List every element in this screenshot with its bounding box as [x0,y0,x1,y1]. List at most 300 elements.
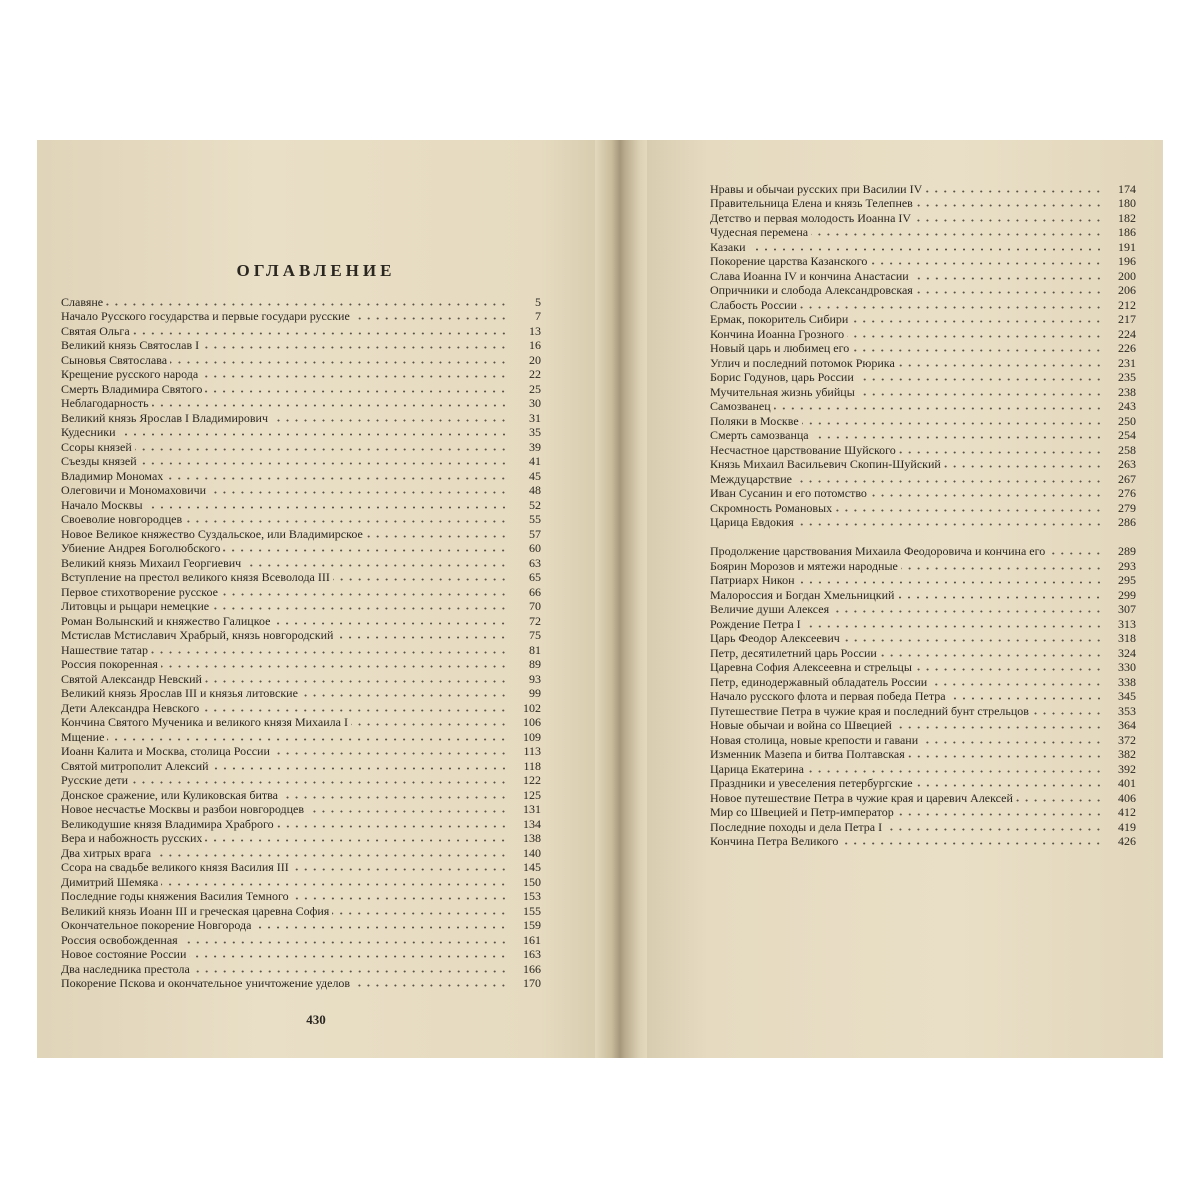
toc-entry-leader-dots [802,422,1103,425]
toc-entry-title: Слава Иоанна IV и кончина Анастасии [710,268,909,283]
toc-entry-title: Кудесники [61,425,116,439]
toc-entry-title: Новое состояние России [61,947,187,961]
toc-entry-page: 313 [1118,616,1136,631]
toc-entry-page: 60 [529,541,541,555]
toc-entry-title: Крещение русского народа [61,367,199,381]
toc-entry-title: Детство и первая молодость Иоанна IV [710,210,912,225]
toc-entry-page: 231 [1118,355,1136,370]
toc-entry [710,805,1136,820]
toc-entry-page: 57 [529,526,541,541]
toc-entry [710,370,1136,385]
toc-entry [710,602,1136,617]
toc-entry [61,860,541,875]
toc-entry-title: Мщение [61,729,105,744]
toc-entry-leader-dots [273,622,508,625]
toc-entry [61,584,541,599]
toc-entry-leader-dots [205,390,508,393]
toc-entry [710,312,1136,327]
toc-entry-leader-dots [106,303,508,306]
toc-entry-title: Самозванец [710,399,771,413]
toc-entry-title: Иван Сусанин и его потомство [710,486,867,500]
toc-entry-title: Новый царь и любимец его [710,341,850,355]
toc-entry-leader-dots [925,190,1103,193]
toc-entry-leader-dots [921,741,1103,744]
toc-entry-page: 174 [1118,181,1136,196]
toc-entry [61,889,541,904]
toc-entry-page: 35 [529,425,541,439]
toc-entry [710,834,1136,849]
toc-entry [710,413,1136,428]
toc-entry-page: 122 [523,773,541,787]
toc-entry-title: Новое Великое княжество Суздальское, или Владимирское [61,526,363,541]
toc-entry [61,758,541,773]
toc-entry-page: 324 [1118,645,1136,660]
toc-entry-page: 81 [529,642,541,657]
toc-entry-page: 226 [1118,341,1136,355]
toc-entry-title: Мучительная жизнь убийцы [710,384,855,399]
toc-entry-leader-dots [843,639,1103,642]
toc-entry-page: 258 [1118,442,1136,457]
toc-entry-title: Россия освобожденная [61,932,178,947]
toc-entry-leader-dots [166,477,508,480]
toc-entry-leader-dots [897,813,1103,816]
toc-entry [61,410,541,425]
toc-entry-leader-dots [835,509,1103,512]
toc-entry-title: Царица Евдокия [710,515,794,529]
toc-entry-leader-dots [899,451,1103,454]
toc-entry [710,225,1136,240]
toc-entry-page: 102 [523,700,541,715]
toc-entry [61,367,541,382]
toc-entry-leader-dots [202,346,508,349]
toc-entry-page: 353 [1118,703,1136,718]
toc-entry-title: Великий князь Святослав I [61,338,200,352]
toc-entry [710,196,1136,211]
toc-entry-title: Великий князь Ярослав I Владимирович [61,410,268,425]
toc-entry-title: Владимир Мономах [61,468,164,483]
toc-entry-title: Кончина Петра Великого [710,834,839,848]
toc-entry-page: 48 [529,483,541,497]
toc-entry-leader-dots [804,625,1103,628]
toc-entry [710,471,1136,486]
toc-entry-leader-dots [189,955,508,958]
toc-entry-leader-dots [870,262,1103,265]
toc-entry [61,541,541,556]
toc-entry-leader-dots [151,651,508,654]
toc-entry [710,718,1136,733]
toc-entry [61,454,541,469]
toc-entry [61,468,541,483]
toc-entry-leader-dots [832,610,1103,613]
toc-entry [61,802,541,817]
toc-entry-leader-dots [185,520,508,523]
toc-entry-page: 125 [523,787,541,802]
toc-entry-leader-dots [1016,799,1103,802]
toc-entry-title: Иоанн Калита и Москва, столица России [61,744,270,758]
toc-entry-leader-dots [146,506,508,509]
toc-entry-title: Боярин Морозов и мятежи народные [710,558,898,573]
toc-entry-title: Димитрий Шемяка [61,874,159,889]
toc-entry-page: 93 [529,671,541,686]
toc-entry [710,486,1136,501]
toc-entry-page: 99 [529,686,541,700]
toc-entry-leader-dots [119,433,509,436]
toc-entry [61,715,541,730]
toc-entry [710,761,1136,776]
toc-entry-page: 224 [1118,326,1136,341]
toc-entry-title: Мир со Швецией и Петр-император [710,805,894,819]
left-toc-list [61,294,541,990]
toc-entry-leader-dots [221,593,508,596]
toc-entry-page: 39 [529,439,541,454]
toc-entry-leader-dots [205,839,508,842]
toc-entry-title: Два хитрых врага [61,845,152,860]
toc-entry-page: 66 [529,584,541,599]
toc-entry-page: 75 [529,628,541,642]
toc-entry-title: Путешествие Петра в чужие края и последний бунт стрельцов [710,703,1029,718]
toc-entry-leader-dots [847,335,1103,338]
toc-entry-page: 159 [523,918,541,932]
toc-entry-leader-dots [916,204,1103,207]
toc-entry [710,283,1136,298]
toc-entry-page: 196 [1118,254,1136,268]
toc-entry [61,599,541,614]
toc-entry-leader-dots [353,317,508,320]
toc-entry-title: Великий князь Ярослав III и князья литовские [61,686,298,700]
toc-entry [710,428,1136,443]
toc-entry-title: Скромность Романовых [710,500,833,515]
toc-entry-title: Святой митрополит Алексий [61,758,209,773]
toc-entry-leader-dots [170,361,508,364]
toc-entry-page: 235 [1118,370,1136,384]
toc-entry-title: Великодушие князя Владимира Храброго [61,816,274,831]
toc-entry-page: 392 [1118,761,1136,776]
book-spread [37,140,1163,1058]
toc-entry-title: Петр, единодержавный обладатель России [710,674,928,689]
toc-entry-leader-dots [154,854,508,857]
toc-entry-page: 406 [1118,790,1136,805]
toc-entry-title: Вера и набожность русских [61,831,203,845]
toc-entry-page: 16 [529,338,541,352]
toc-entry [61,845,541,860]
toc-entry-title: Смерть самозванца [710,428,809,442]
toc-entry [61,425,541,440]
toc-entry-leader-dots [916,784,1103,787]
toc-entry-page: 25 [529,381,541,396]
toc-entry-title: Правительница Елена и князь Телепнев [710,196,913,210]
toc-entry [61,816,541,831]
toc-entry-page: 45 [529,468,541,483]
toc-entry [61,628,541,643]
toc-entry-page: 72 [529,613,541,628]
toc-entry-leader-dots [223,549,508,552]
toc-entry-leader-dots [277,825,508,828]
toc-entry [61,294,541,309]
toc-entry-page: 401 [1118,776,1136,790]
toc-entry-page: 55 [529,512,541,526]
left-page [37,140,595,1058]
toc-entry [710,674,1136,689]
toc-entry-page: 299 [1118,587,1136,602]
toc-entry [710,500,1136,515]
book-gutter [595,140,647,1058]
toc-entry-page: 170 [523,976,541,990]
toc-entry [61,947,541,962]
toc-entry [710,587,1136,602]
toc-entry-leader-dots [895,726,1103,729]
toc-entry [61,555,541,570]
toc-entry-leader-dots [870,494,1103,497]
toc-entry-title: Ссоры князей [61,439,132,454]
toc-entry-page: 279 [1118,500,1136,515]
toc-entry-page: 254 [1118,428,1136,442]
toc-entry [710,210,1136,225]
toc-entry-page: 382 [1118,747,1136,761]
toc-entry [710,515,1136,530]
toc-entry-title: Продолжение царствования Михаила Феодоровича и кончина его [710,545,1046,558]
toc-entry-page: 286 [1118,515,1136,529]
toc-entry-page: 289 [1118,544,1136,558]
toc-entry-title: Покорение царства Казанского [710,254,868,268]
toc-entry-title: Петр, десятилетний царь России [710,645,877,660]
toc-entry-page: 65 [529,570,541,584]
toc-entry-leader-dots [944,465,1103,468]
toc-entry [61,381,541,396]
toc-entry-title: Сыновья Святослава [61,352,168,367]
toc-entry-title: Убиение Андрея Боголюбского [61,541,221,555]
toc-entry-title: Князь Михаил Васильевич Скопин-Шуйский [710,457,941,471]
toc-entry-leader-dots [193,970,508,973]
toc-entry-title: Ссора на свадьбе великого князя Василия III [61,860,289,874]
toc-entry-leader-dots [161,665,508,668]
toc-entry [61,976,541,991]
toc-entry-leader-dots [851,320,1103,323]
page-number: 430 [306,1012,326,1027]
toc-entry-page: 31 [529,410,541,425]
toc-entry-page: 412 [1118,805,1136,819]
toc-entry-page: 161 [523,932,541,947]
toc-entry-page: 186 [1118,225,1136,239]
toc-entry-page: 180 [1118,196,1136,210]
toc-entry [61,338,541,353]
toc-entry-leader-dots [131,781,508,784]
toc-entry [710,790,1136,805]
toc-entry-title: Олеговичи и Мономаховичи [61,483,207,497]
toc-entry-title: Патриарх Никон [710,573,795,587]
toc-entry-leader-dots [366,535,508,538]
toc-entry-leader-dots [807,770,1103,773]
toc-entry-page: 191 [1118,239,1136,254]
toc-entry-title: Борис Годунов, царь России [710,370,854,384]
toc-entry-leader-dots [908,755,1103,758]
toc-entry [710,819,1136,834]
toc-entry [61,729,541,744]
toc-entry-title: Изменник Мазепа и битва Полтавская [710,747,905,761]
toc-entry-title: Вступление на престол великого князя Всеволода III [61,570,330,584]
toc-entry-leader-dots [271,419,508,422]
toc-entry [61,642,541,657]
toc-entry-page: 338 [1118,674,1136,689]
toc-entry-page: 293 [1118,558,1136,573]
toc-entry [710,181,1136,196]
toc-entry-page: 106 [523,715,541,729]
toc-entry [710,558,1136,573]
toc-entry-page: 263 [1118,457,1136,471]
toc-entry-title: Царица Екатерина [710,761,804,776]
toc-entry [61,439,541,454]
toc-entry-leader-dots [254,926,508,929]
toc-entry-leader-dots [852,349,1103,352]
toc-entry-title: Новое путешествие Петра в чужие края и царевич Алексей [710,790,1013,805]
toc-entry-leader-dots [798,581,1103,584]
toc-entry [710,529,1136,558]
toc-entry-title: Роман Волынский и княжество Галицкое [61,613,271,628]
toc-entry [61,831,541,846]
right-page [647,140,1163,1058]
toc-entry-page: 200 [1118,268,1136,283]
toc-entry-page: 7 [535,309,541,323]
toc-entry-page: 109 [523,729,541,744]
toc-entry-page: 372 [1118,732,1136,747]
toc-entry-page: 166 [523,961,541,976]
toc-entry-page: 113 [523,744,541,758]
toc-entry [61,903,541,918]
toc-entry [710,254,1136,269]
toc-entry-title: Казаки [710,239,746,254]
toc-entry [710,239,1136,254]
toc-entry-page: 307 [1118,602,1136,616]
toc-entry-leader-dots [212,767,508,770]
toc-entry-leader-dots [841,842,1103,845]
toc-entry-title: Последние годы княжения Василия Темного [61,889,289,903]
toc-entry [61,352,541,367]
toc-entry [61,874,541,889]
toc-entry-leader-dots [916,291,1103,294]
toc-entry-leader-dots [930,683,1103,686]
toc-entry-title: Великий князь Михаил Георгиевич [61,555,242,570]
toc-entry-title: Углич и последний потомок Рюрика [710,355,895,370]
toc-entry-leader-dots [885,828,1103,831]
toc-entry [710,268,1136,283]
toc-entry [710,355,1136,370]
toc-entry [710,442,1136,457]
toc-entry [61,396,541,411]
toc-entry-title: Поляки в Москве [710,413,799,428]
toc-entry-leader-dots [292,868,508,871]
toc-entry-leader-dots [812,436,1103,439]
toc-entry-title: Русские дети [61,773,129,787]
toc-entry-page: 70 [529,599,541,613]
toc-entry-leader-dots [1032,712,1103,715]
toc-entry [710,645,1136,660]
toc-entry-leader-dots [273,752,508,755]
toc-entry [61,512,541,527]
toc-entry-leader-dots [333,578,508,581]
toc-entry-page: 267 [1118,471,1136,486]
toc-entry-leader-dots [1048,552,1103,555]
toc-entry-page: 295 [1118,573,1136,587]
toc-entry-title: Первое стихотворение русское [61,584,218,599]
toc-entry-title: Междуцарствие [710,471,792,486]
toc-entry-title: Слабость России [710,297,797,312]
toc-entry-leader-dots [912,277,1103,280]
toc-entry-page: 250 [1118,413,1136,428]
toc-entry-leader-dots [244,564,508,567]
toc-entry [710,703,1136,718]
toc-entry [710,326,1136,341]
toc-entry-leader-dots [774,407,1103,410]
toc-entry-leader-dots [898,364,1103,367]
toc-entry-title: Рождение Петра I [710,616,801,631]
toc-title: ОГЛАВЛЕНИЕ [236,261,396,280]
toc-entry-title: Новые обычаи и война со Швецией [710,718,892,732]
toc-entry-page: 138 [523,831,541,845]
toc-entry-page: 212 [1118,297,1136,312]
toc-entry [710,776,1136,791]
toc-entry-leader-dots [353,984,508,987]
toc-entry [61,686,541,701]
toc-entry [61,700,541,715]
toc-entry [61,744,541,759]
toc-entry [710,660,1136,675]
toc-entry-leader-dots [795,480,1103,483]
toc-entry-leader-dots [161,883,508,886]
toc-entry-leader-dots [307,810,508,813]
toc-entry-title: Кончина Святого Мученика и великого князя Михаила I [61,715,348,729]
toc-entry-leader-dots [797,523,1103,526]
toc-entry-leader-dots [209,491,508,494]
toc-entry-page: 426 [1118,834,1136,848]
toc-entry [61,773,541,788]
toc-entry-leader-dots [201,375,508,378]
toc-entry-title: Последние походы и дела Петра I [710,819,883,834]
toc-entry [61,787,541,802]
toc-entry-leader-dots [351,723,508,726]
toc-entry-title: Славяне [61,294,104,309]
toc-entry-page: 13 [529,323,541,338]
toc-entry-page: 41 [529,454,541,468]
toc-entry [710,297,1136,312]
toc-entry-page: 63 [529,555,541,570]
toc-entry-page: 134 [523,816,541,831]
toc-entry-title: Нашествие татар [61,642,148,657]
toc-entry-title: Начало русского флота и первая победа Петра [710,689,946,703]
toc-entry-page: 276 [1118,486,1136,500]
toc-entry-leader-dots [202,709,508,712]
toc-entry-leader-dots [749,248,1104,251]
toc-entry [710,732,1136,747]
toc-entry-page: 131 [523,802,541,816]
toc-entry-title: Величие души Алексея [710,602,830,616]
toc-entry-title: Великий князь Иоанн III и греческая царевна София [61,903,330,918]
toc-entry [61,961,541,976]
toc-entry-title: Новое несчастье Москвы и разбои новгородцев [61,802,305,816]
toc-entry-page: 345 [1118,689,1136,703]
toc-entry-leader-dots [949,697,1103,700]
toc-entry [61,483,541,498]
toc-entry [710,341,1136,356]
toc-entry-leader-dots [281,796,508,799]
toc-entry-leader-dots [800,306,1103,309]
toc-entry [61,323,541,338]
toc-entry-leader-dots [858,393,1103,396]
toc-entry [710,747,1136,762]
toc-entry-title: Святая Ольга [61,323,130,338]
toc-entry-leader-dots [107,738,508,741]
toc-entry-page: 150 [523,874,541,889]
toc-entry-leader-dots [857,378,1103,381]
toc-entry-page: 153 [523,889,541,903]
